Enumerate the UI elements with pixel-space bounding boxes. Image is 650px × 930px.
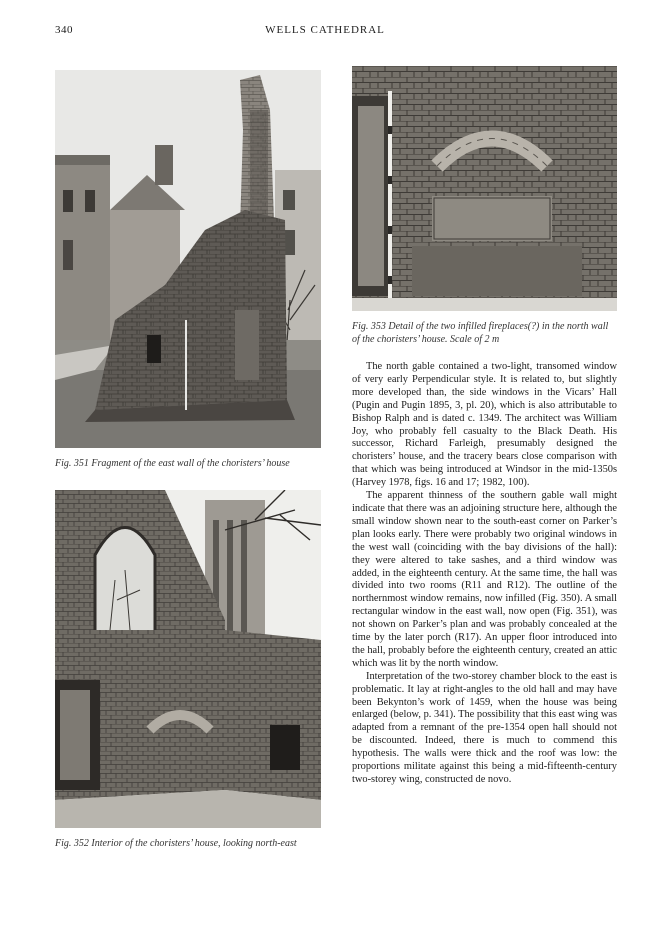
page-number: 340 [55,24,73,36]
photo-fig-353 [352,66,617,311]
body-text [352,361,617,787]
photo-fig-352 [55,490,321,828]
paragraph: The north gable contained a two-light, transomed window of very early Perpendicular style. It is related to, but slightly more developed than, the side windows in the Vicars’ Hall (Pugin and Pugin 1895, 3, pl. 20), which is also attributable to Bishop Ralph and is dated c. 1349. The architect was William Joy, who probably fell casualty to the Black Death. His successor, Richard Farleigh, presumably designed the choristers’ house, and the tracery bears close comparison with that which was being introduced at Windsor in the mid-1350s (Harvey 1978, figs. 16 and 17; 1982, 100). [352,361,617,489]
figure-label: Fig. 353 [352,321,386,332]
photo-fig-351 [55,70,321,448]
figure-caption-text: Detail of the two infilled fireplaces(?) in the north wall of the choristers’ house. Scale of 2 m [352,321,609,345]
caption-fig-352 [55,837,321,850]
caption-fig-351 [55,457,321,470]
figure-caption-text: Interior of the choristers’ house, looking north-east [91,838,297,849]
running-head: WELLS CATHEDRAL [265,24,385,36]
figure-caption-text: Fragment of the east wall of the choristers’ house [91,458,290,469]
figure-label: Fig. 351 [55,458,89,469]
paragraph: The apparent thinness of the southern gable wall might indicate that there was an adjoining structure here, although the small window shown near to the south-east corner on Parker’s plan looks early. There were probably two original windows in the west wall (coinciding with the bay divisions of the hall): they were altered to take sashes, and a third window was added, in the eighteenth century. At the same time, the hall was divided into two rooms (R11 and R12). The outline of the northernmost window remains, now infilled (Fig. 350). A small rectangular window in the east wall, now open (Fig. 351), was not shown on Parker’s plan and was probably concealed at the time by the later porch (R17). An upper floor introduced into the hall, probably before the eighteenth century, created an attic which was lit by the north window. [352,490,617,669]
caption-fig-353 [352,320,617,346]
figure-label: Fig. 352 [55,838,89,849]
paragraph: Interpretation of the two-storey chamber block to the east is problematic. It lay at right-angles to the old hall and may have been Bekynton’s work of 1459, when the house was being enlarged (below, p. 341). The possibility that this east wing was adapted from a remnant of the pre-1354 open hall should not be discounted. Indeed, there is much to commend this hypothesis. The walls were thick and the roof was low: the proportions militate against this being a mid-fifteenth-century two-storey wing, constructed de novo. [352,670,617,785]
